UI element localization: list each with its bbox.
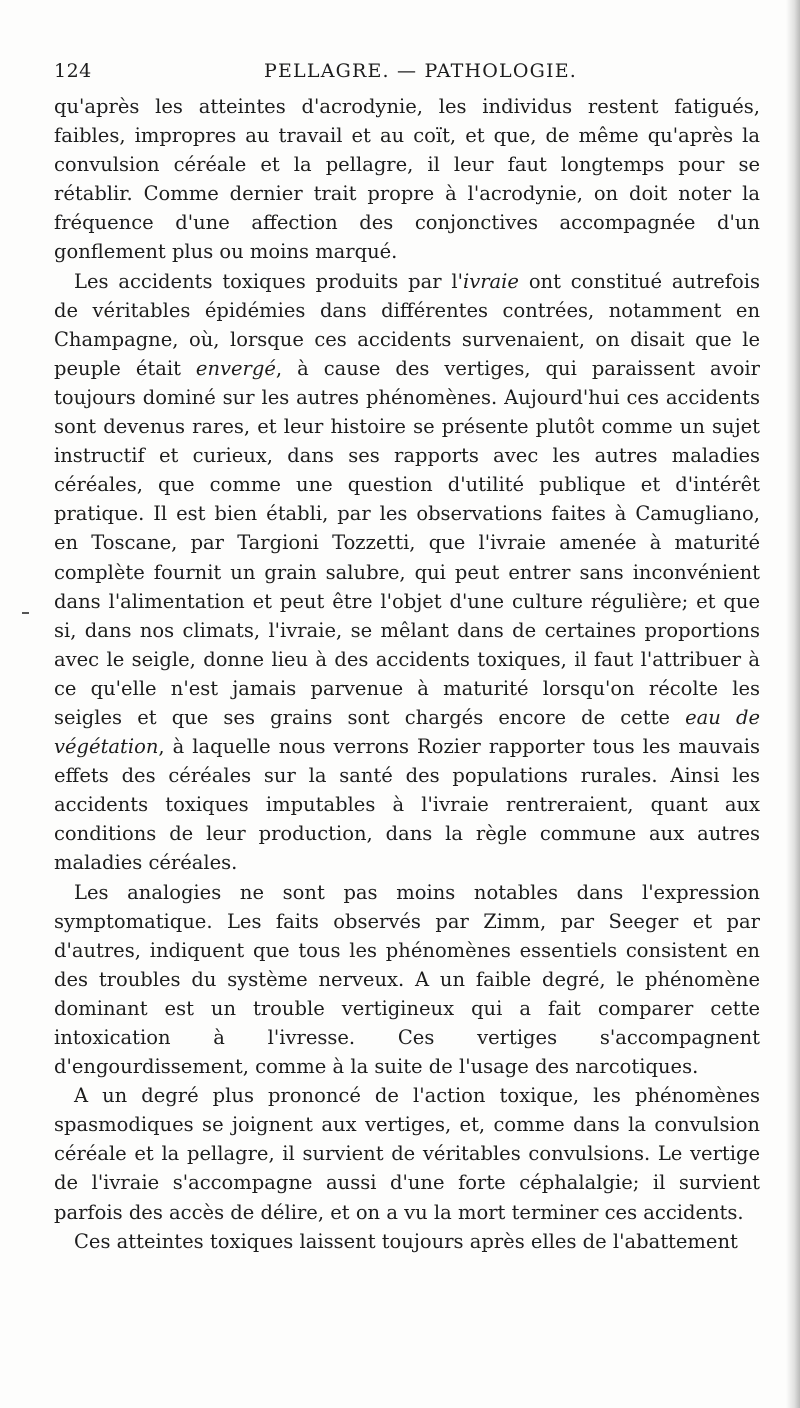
paragraph-2-text-c: , à cause des vertiges, qui paraissent avoir toujours dominé sur les autres phénomènes. Aujourd'hui ces accidents sont devenus rares, et leur histoire se présente plutôt comme un sujet instructif et curieux, dans ses rapports avec les autres maladies céréales, que comme une question d'utilité publique et d'intérêt pratique. Il est bien établi, par les observations faites à Camugliano, en Toscane, par Targioni Tozzetti, que l'ivraie amenée à maturité complète fournit un grain salubre, qui peut entrer sans inconvénient dans l'alimentation et peut être l'objet d'une culture régulière; et que si, dans nos climats, l'ivraie, se mêlant dans de certaines proportions avec le seigle, donne lieu à des accidents toxiques, il faut l'attribuer à ce qu'elle n'est jamais parvenue à maturité lorsqu'on récolte les seigles et que ses grains sont chargés encore de cette (54, 356, 760, 729)
body-text (54, 92, 760, 1256)
italic-enverge: envergé (195, 356, 276, 380)
paragraph-2-text-d: , à laquelle nous verrons Rozier rapporter tous les mauvais effets des céréales sur la santé des populations rurales. Ainsi les accidents toxiques imputables à l'ivraie rentreraient, quant aux conditions de leur production, dans la règle commune aux autres maladies céréales. (54, 735, 760, 875)
paragraph-2 (54, 267, 760, 878)
page-edge-shadow (786, 0, 800, 1408)
paragraph-1-text: qu'après les atteintes d'acrodynie, les individus restent fatigués, faibles, impropres au travail et au coït, et que, de même qu'après la convulsion céréale et la pellagre, il leur faut longtemps pour se rétablir. Comme dernier trait propre à l'acrodynie, on doit noter la fréquence d'une affection des conjonctives accompagnée d'un gonflement plus ou moins marqué. (54, 95, 760, 264)
paragraph-3 (54, 878, 760, 1082)
page-header (54, 60, 754, 90)
running-title: PELLAGRE. — PATHOLOGIE. (264, 60, 578, 82)
italic-eau-de-vegetation: eau de végétation (54, 705, 760, 759)
paragraph-2-text-a: Les accidents toxiques produits par l' (74, 269, 463, 293)
paragraph-4-text: A un degré plus prononcé de l'action toxique, les phénomènes spasmodiques se joignent aux vertiges, et, comme dans la convulsion céréale et la pellagre, il survient de véritables convulsions. Le vertige de l'ivraie s'accompagne aussi d'une forte céphalalgie; il survient parfois des accès de délire, et on a vu la mort terminer ces accidents. (54, 1084, 760, 1224)
paragraph-5 (54, 1227, 760, 1256)
paragraph-4 (54, 1081, 760, 1226)
paragraph-5-text: Ces atteintes toxiques laissent toujours après elles de l'abattement (74, 1229, 738, 1253)
page-number: 124 (54, 60, 92, 82)
paragraph-2-text-b: ont constitué autrefois de véritables épidémies dans différentes contrées, notamment en Champagne, où, lorsque ces accidents survenaient, on disait que le peuple était (54, 269, 760, 380)
margin-mark (22, 612, 29, 614)
paragraph-3-text: Les analogies ne sont pas moins notables dans l'expression symptomatique. Les faits observés par Zimm, par Seeger et par d'autres, indiquent que tous les phénomènes essentiels consistent en des troubles du système nerveux. A un faible degré, le phénomène dominant est un trouble vertigineux qui a fait comparer cette intoxication à l'ivresse. Ces vertiges s'accompagnent d'engourdissement, comme à la suite de l'usage des narcotiques. (54, 880, 760, 1079)
italic-ivraie: ivraie (462, 269, 519, 293)
paragraph-1 (54, 92, 760, 267)
